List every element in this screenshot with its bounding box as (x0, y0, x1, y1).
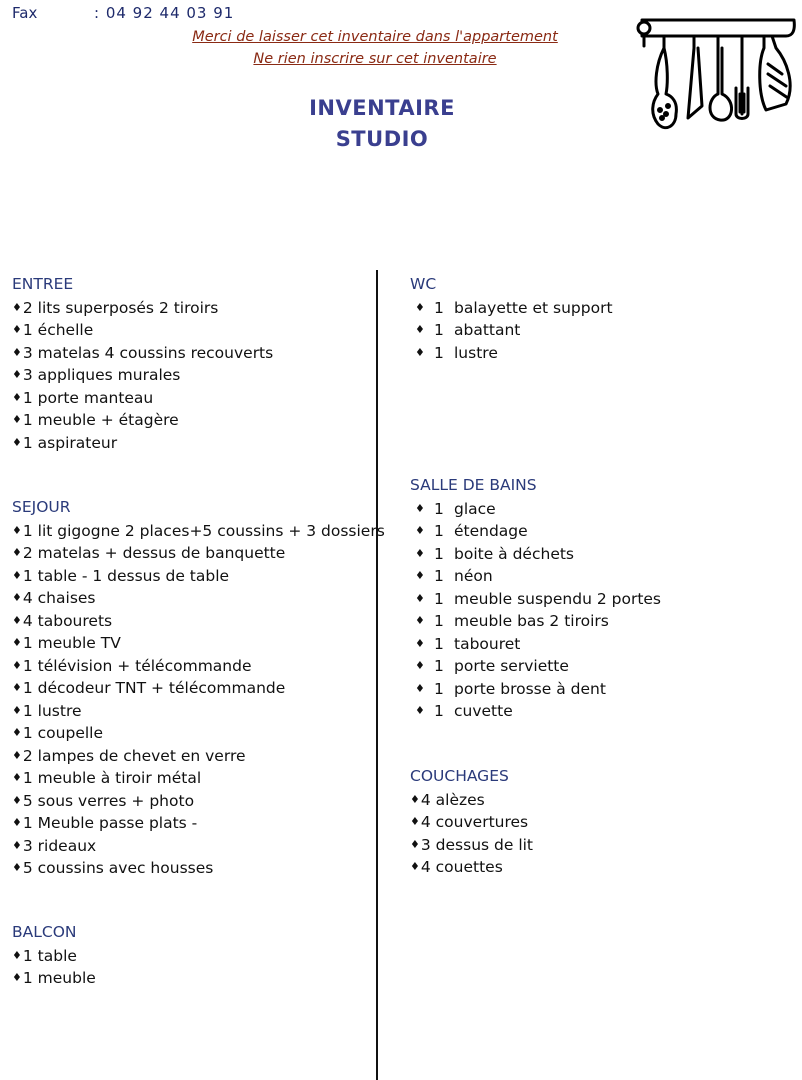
list-item: ♦1 lit gigogne 2 places+5 coussins + 3 dossiers (12, 521, 385, 540)
section-title: COUCHAGES (410, 767, 509, 785)
notice-leave-inventory: Merci de laisser cet inventaire dans l'appartement (192, 29, 558, 45)
list-item: ♦5 sous verres + photo (12, 791, 195, 810)
bullet-icon: ♦ (12, 323, 22, 336)
list-item: ♦4 couvertures (410, 813, 529, 831)
bullet-icon: ♦ (12, 861, 22, 874)
list-item: ♦1 meuble TV (12, 634, 121, 652)
list-item: ♦ 1 porte brosse à dent (410, 678, 661, 701)
bullet-icon: ♦ (12, 523, 22, 537)
list-item: ♦1 meuble à tiroir métal (12, 769, 202, 787)
list-item: ♦1 aspirateur (12, 433, 118, 452)
section-sejour (12, 496, 385, 880)
page-subtitle: STUDIO (335, 127, 429, 151)
list-item: ♦1 échelle (12, 321, 94, 339)
fax-line (12, 4, 234, 22)
bullet-icon: ♦ (12, 413, 22, 426)
list-item: ♦ 1 néon (410, 565, 661, 588)
list-item: ♦3 matelas 4 coussins recouverts (12, 343, 274, 362)
bullet-icon: ♦ (415, 704, 425, 717)
bullet-icon: ♦ (415, 345, 425, 359)
section-title: SEJOUR (12, 498, 71, 516)
list-item: ♦ 1 abattant (410, 319, 613, 342)
bullet-icon: ♦ (12, 971, 22, 984)
list-item: ♦ 1 étendage (410, 520, 661, 543)
list-item: ♦5 coussins avec housses (12, 859, 214, 877)
list-item: ♦4 couettes (410, 858, 503, 876)
bullet-icon: ♦ (415, 546, 425, 560)
list-item: ♦ 1 meuble suspendu 2 portes (410, 588, 661, 611)
bullet-icon: ♦ (415, 681, 425, 695)
bullet-icon: ♦ (12, 726, 22, 739)
kitchen-utensils-icon (636, 14, 802, 132)
section-couchages (410, 765, 533, 879)
list-item: ♦1 lustre (12, 701, 82, 720)
list-item: ♦2 matelas + dessus de banquette (12, 544, 286, 562)
fax-label: Fax (12, 4, 38, 22)
list-item: ♦4 tabourets (12, 611, 113, 630)
bullet-icon: ♦ (415, 636, 425, 650)
bullet-icon: ♦ (415, 323, 425, 336)
list-item: ♦ 1 glace (410, 498, 661, 521)
bullet-icon: ♦ (12, 390, 22, 404)
list-item: ♦3 appliques murales (12, 366, 181, 384)
bullet-icon: ♦ (12, 771, 22, 784)
list-item: ♦1 coupelle (12, 724, 104, 742)
section-title: SALLE DE BAINS (410, 476, 537, 494)
list-item: ♦ 1 balayette et support (410, 297, 613, 320)
bullet-icon: ♦ (410, 837, 420, 851)
list-item: ♦ 1 porte serviette (410, 655, 661, 678)
bullet-icon: ♦ (415, 524, 425, 537)
list-item: ♦3 dessus de lit (410, 835, 534, 854)
bullet-icon: ♦ (410, 860, 420, 873)
list-item: ♦1 télévision + télécommande (12, 656, 252, 675)
list-item: ♦ 1 cuvette (410, 700, 661, 723)
list-item: ♦1 meuble (12, 969, 96, 987)
bullet-icon: ♦ (12, 636, 22, 649)
bullet-icon: ♦ (12, 793, 22, 807)
bullet-icon: ♦ (12, 703, 22, 717)
bullet-icon: ♦ (12, 368, 22, 381)
section-title: WC (410, 275, 437, 293)
bullet-icon: ♦ (12, 816, 22, 829)
section-balcon (12, 921, 96, 990)
list-item: ♦4 chaises (12, 589, 96, 607)
bullet-icon: ♦ (12, 345, 22, 359)
bullet-icon: ♦ (415, 614, 425, 627)
list-item: ♦1 Meuble passe plats - (12, 814, 198, 832)
section-entree (12, 273, 273, 454)
list-item: ♦ 1 boite à déchets (410, 543, 661, 566)
bullet-icon: ♦ (12, 838, 22, 852)
bullet-icon: ♦ (410, 815, 420, 828)
list-item: ♦1 table (12, 946, 77, 965)
bullet-icon: ♦ (415, 300, 425, 314)
bullet-icon: ♦ (12, 748, 22, 762)
bullet-icon: ♦ (12, 613, 22, 627)
fax-number: : 04 92 44 03 91 (94, 4, 235, 22)
bullet-icon: ♦ (12, 300, 22, 314)
list-item: ♦1 table - 1 dessus de table (12, 566, 230, 585)
bullet-icon: ♦ (12, 546, 22, 559)
bullet-icon: ♦ (12, 681, 22, 694)
list-item: ♦3 rideaux (12, 836, 97, 855)
list-item: ♦4 alèzes (410, 790, 485, 809)
list-item: ♦ 1 tabouret (410, 633, 661, 656)
bullet-icon: ♦ (415, 501, 425, 515)
page-title: INVENTAIRE (309, 96, 455, 120)
bullet-icon: ♦ (415, 569, 425, 582)
bullet-icon: ♦ (415, 591, 425, 605)
bullet-icon: ♦ (12, 591, 22, 604)
section-wc (410, 273, 613, 364)
section-salle-de-bains (410, 474, 661, 723)
list-item: ♦2 lits superposés 2 tiroirs (12, 298, 219, 317)
list-item: ♦ 1 meuble bas 2 tiroirs (410, 610, 661, 633)
bullet-icon: ♦ (410, 792, 420, 806)
list-item: ♦ 1 lustre (410, 342, 613, 365)
section-title: BALCON (12, 923, 77, 941)
bullet-icon: ♦ (12, 948, 22, 962)
list-item: ♦2 lampes de chevet en verre (12, 746, 246, 765)
section-title: ENTREE (12, 275, 74, 293)
bullet-icon: ♦ (415, 659, 425, 672)
bullet-icon: ♦ (12, 435, 22, 449)
list-item: ♦1 porte manteau (12, 388, 154, 407)
list-item: ♦1 meuble + étagère (12, 411, 179, 429)
bullet-icon: ♦ (12, 658, 22, 672)
notice-do-not-write: Ne rien inscrire sur cet inventaire (253, 51, 497, 67)
bullet-icon: ♦ (12, 568, 22, 582)
list-item: ♦1 décodeur TNT + télécommande (12, 679, 286, 697)
